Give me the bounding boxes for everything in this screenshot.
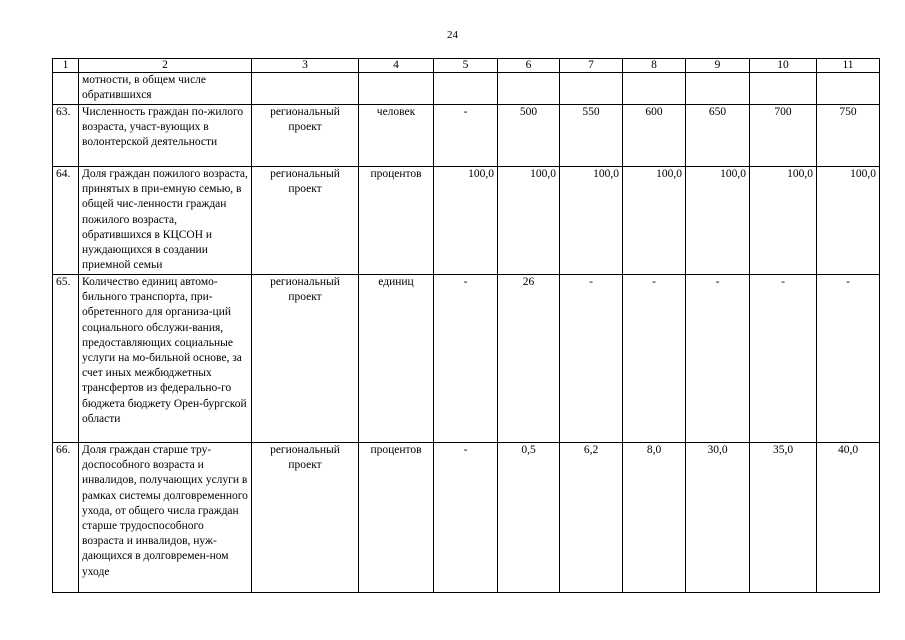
column-header: 11	[817, 59, 880, 73]
source-cell: региональный проект	[252, 105, 359, 167]
table-row	[53, 105, 880, 167]
value-cell	[434, 73, 498, 105]
value-cell: 100,0	[686, 167, 750, 275]
value-cell: 100,0	[623, 167, 686, 275]
value-cell: 750	[817, 105, 880, 167]
value-cell: 100,0	[434, 167, 498, 275]
table-row	[53, 275, 880, 443]
value-cell	[498, 73, 560, 105]
value-cell: -	[434, 105, 498, 167]
column-header: 1	[53, 59, 79, 73]
column-header: 6	[498, 59, 560, 73]
column-header: 7	[560, 59, 623, 73]
value-cell: -	[560, 275, 623, 443]
indicator-name: мотности, в общем числе обратившихся	[79, 73, 252, 105]
row-number: 66.	[53, 443, 79, 593]
column-header: 5	[434, 59, 498, 73]
value-cell	[750, 73, 817, 105]
unit-cell	[359, 73, 434, 105]
unit-cell: человек	[359, 105, 434, 167]
value-cell: 0,5	[498, 443, 560, 593]
column-header: 4	[359, 59, 434, 73]
column-header: 10	[750, 59, 817, 73]
value-cell: -	[817, 275, 880, 443]
source-cell: региональный проект	[252, 275, 359, 443]
source-cell: региональный проект	[252, 167, 359, 275]
source-cell	[252, 73, 359, 105]
value-cell: 550	[560, 105, 623, 167]
value-cell: 650	[686, 105, 750, 167]
table-row	[53, 443, 880, 593]
column-header: 3	[252, 59, 359, 73]
table-row-continued	[53, 73, 880, 105]
value-cell: -	[686, 275, 750, 443]
column-header: 9	[686, 59, 750, 73]
indicator-name: Доля граждан старше тру-доспособного возраста и инвалидов, получающих услуги в рамках системы долговременного ухода, от общего числа граждан старше трудоспособного возраста и инвалидов, нуж-дающихся в долговремен-ном уходе	[79, 443, 252, 593]
value-cell: 8,0	[623, 443, 686, 593]
value-cell: -	[434, 275, 498, 443]
row-number	[53, 73, 79, 105]
source-cell: региональный проект	[252, 443, 359, 593]
indicator-name: Численность граждан по-жилого возраста, участ-вующих в волонтерской деятельности	[79, 105, 252, 167]
value-cell	[817, 73, 880, 105]
page-number: 24	[447, 29, 458, 41]
unit-cell: процентов	[359, 443, 434, 593]
value-cell	[560, 73, 623, 105]
value-cell: 100,0	[750, 167, 817, 275]
unit-cell: процентов	[359, 167, 434, 275]
value-cell: 100,0	[498, 167, 560, 275]
indicator-name: Доля граждан пожилого возраста, принятых в при-емную семью, в общей чис-ленности граждан пожилого возраста, обратившихся в КЦСОН и нуждающихся в создании приемной семьи	[79, 167, 252, 275]
row-number: 63.	[53, 105, 79, 167]
indicators-table	[52, 58, 880, 593]
column-header: 8	[623, 59, 686, 73]
value-cell	[623, 73, 686, 105]
value-cell: 6,2	[560, 443, 623, 593]
value-cell: 30,0	[686, 443, 750, 593]
value-cell: -	[623, 275, 686, 443]
value-cell: 100,0	[560, 167, 623, 275]
indicator-name: Количество единиц автомо-бильного транспорта, при-обретенного для организа-ций социального обслужи-вания, предоставляющих социальные услуги на мо-бильной основе, за счет иных межбюджетных трансфертов из федерально-го бюджета бюджету Орен-бургской области	[79, 275, 252, 443]
table-header-row	[53, 59, 880, 73]
value-cell	[686, 73, 750, 105]
unit-cell: единиц	[359, 275, 434, 443]
value-cell: 40,0	[817, 443, 880, 593]
column-header: 2	[79, 59, 252, 73]
table-row	[53, 167, 880, 275]
value-cell: 600	[623, 105, 686, 167]
row-number: 64.	[53, 167, 79, 275]
value-cell: 700	[750, 105, 817, 167]
value-cell: -	[750, 275, 817, 443]
row-number: 65.	[53, 275, 79, 443]
value-cell: 35,0	[750, 443, 817, 593]
value-cell: 500	[498, 105, 560, 167]
value-cell: 26	[498, 275, 560, 443]
value-cell: -	[434, 443, 498, 593]
value-cell: 100,0	[817, 167, 880, 275]
